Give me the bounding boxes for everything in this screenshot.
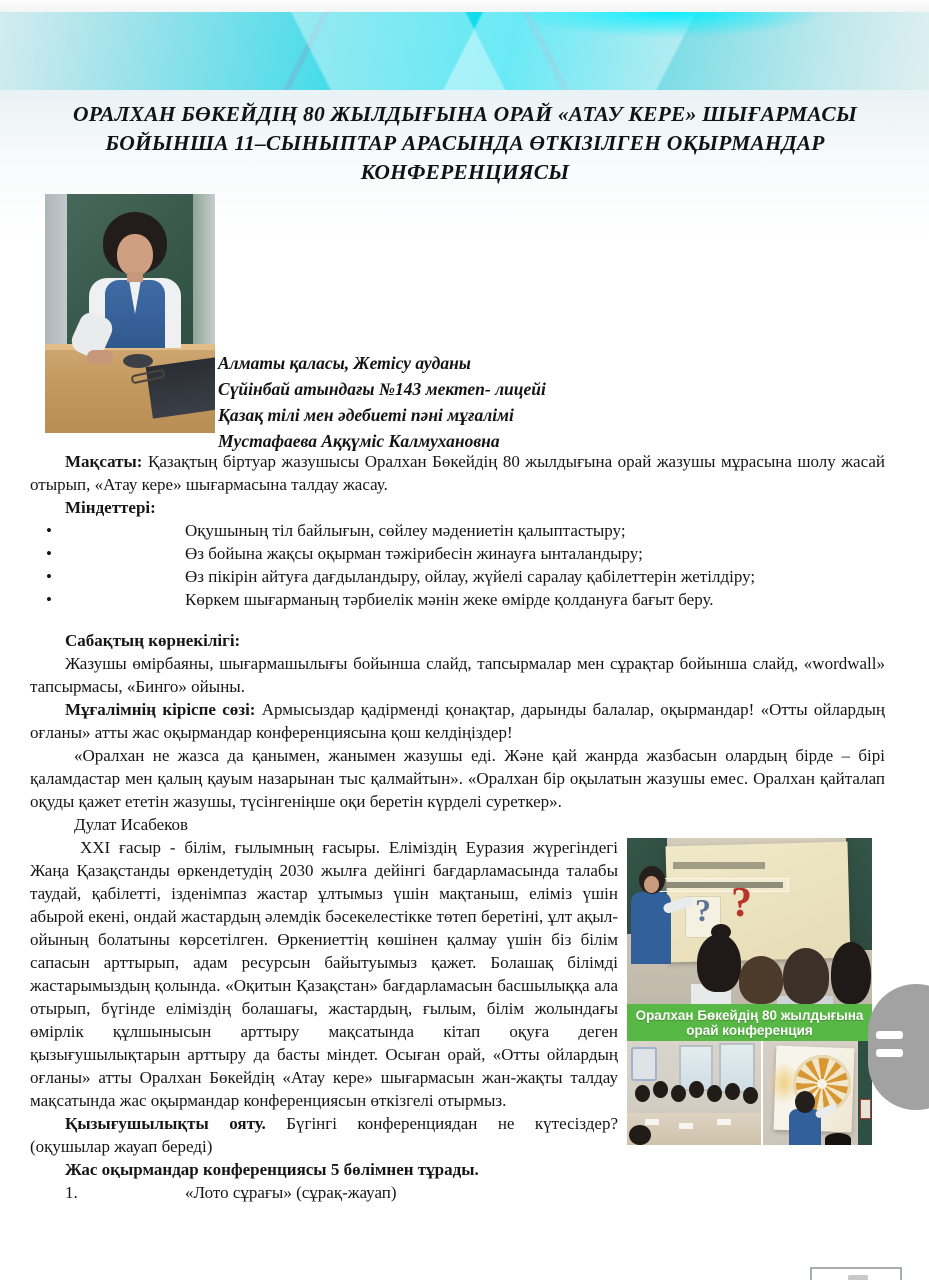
parts-heading [30, 1158, 885, 1181]
student-head [629, 1125, 651, 1145]
intro-text: Армысыздар қадірменді қонақтар, дарынды балалар, оқырмандар! «Отты ойлардың оғланы» атты жас оқырмандар конференциясына қош келдіңіздер! [30, 700, 886, 742]
student-head [689, 1081, 704, 1098]
task-bullet-2: • Өз бойына жақсы оқырман тәжірибесін жинауға ынталандыру; [30, 542, 885, 565]
page-number-box[interactable] [810, 1267, 902, 1280]
collage-teacher2-hair [795, 1091, 815, 1113]
author-line-city: Алматы қаласы, Жетісу ауданы [218, 353, 471, 373]
intro-paragraph [30, 698, 885, 744]
student-head [707, 1085, 722, 1102]
photo-mouse [123, 354, 153, 368]
wall-poster [860, 1099, 871, 1119]
teacher-portrait-photo [45, 194, 215, 433]
collage-bottom-right-photo [763, 1041, 872, 1145]
side-menu-handle[interactable] [868, 984, 929, 1110]
collage-caption-banner [627, 1004, 872, 1041]
page-title-line-2: БОЙЫНША 11–СЫНЫПТАР АРАСЫНДА ӨТКІЗІЛГЕН ОҚЫРМАНДАР [105, 131, 825, 155]
page-title-line-1: ОРАЛХАН БӨКЕЙДІҢ 80 ЖЫЛДЫҒЫНА ОРАЙ «АТАУ КЕРЕ» ШЫҒАРМАСЫ [73, 102, 857, 126]
author-line-school: Сүйінбай атындағы №143 мектеп- лицейі [218, 379, 546, 399]
collage-top-photo [627, 838, 872, 1004]
menu-handle-bar-icon [876, 1049, 903, 1057]
quote-author: Дулат Исабеков [74, 815, 189, 834]
student-head [697, 934, 741, 992]
photo-laptop [146, 357, 215, 418]
author-line-subject: Қазақ тілі мен әдебиеті пәні мұғалімі [218, 405, 514, 425]
numbered-item-1-number: 1. [65, 1183, 78, 1202]
author-block [218, 350, 546, 454]
slide-subtitle-line [655, 882, 783, 888]
question-mark-red-icon [731, 892, 752, 922]
numbered-item-1-text: «Лото сұрағы» (сұрақ-жауап) [185, 1183, 397, 1202]
slide-title-line [673, 862, 765, 869]
banner-glow [511, 12, 827, 38]
header-decorative-banner [0, 12, 929, 90]
collage-bottom-left-photo [627, 1041, 761, 1145]
document-body [30, 450, 885, 1204]
student-head [831, 942, 871, 1004]
collage-board-right [846, 838, 872, 950]
visuals-paragraph: Жазушы өмірбаяны, шығармашылығы бойынша слайд, тапсырмалар мен сұрақтар бойынша слайд, «wordwall» тапсырмасы, «Бинго» ойыны. [30, 654, 885, 696]
paper-sheet [717, 1119, 731, 1125]
menu-handle-bar-icon [876, 1031, 903, 1039]
visuals-heading [30, 629, 885, 652]
page-title-line-3: КОНФЕРЕНЦИЯСЫ [360, 160, 570, 184]
student-head [739, 956, 783, 1004]
tasks-heading [30, 496, 885, 519]
page-title [50, 100, 880, 187]
goal-label: Мақсаты: [65, 452, 143, 471]
student-head [725, 1083, 740, 1100]
student-head [653, 1081, 668, 1098]
author-line-name: Мустафаева Аққүміс Калмухановна [218, 431, 500, 451]
visuals-label: Сабақтың көрнекілігі: [65, 631, 241, 650]
page-number-smudge [848, 1275, 868, 1280]
classroom-poster [631, 1047, 657, 1081]
intro-label: Мұғалімнің кіріспе сөзі: [65, 700, 256, 719]
student-head [635, 1085, 650, 1102]
century-paragraph: XXI ғасыр - білім, ғылымның ғасыры. Еліміздің Еуразия жүрегіндегі Жаңа Қазақстанды өркендетудің 2030 жылға дейінгі бағдарламасында талабы таудай, қабілетті, ізденімпаз жастар ұлтымыз үшін мақтаныш, еліміз үшін абырой екені, ондай жастардың әлемдік бәсекелестікке төтеп беретіні, ұлт ақыл-ойының болатыны көрсетілген. Өркениеттің көшінен қалмау үшін біз білім сапасын арттырып, адам ресурсын байытуымыз қажет. Болашақ білімді жастарымыздың қолында. «Оқитын Қазақстан» бағдарламасын басшылыққа ала отырып, бүгінде еліміздің болашағы, жастардың, ғылым, білім жолындағы өмірлік құлшынысын арттыру мақсатында кітап оқуға деген қызығушылықтарын арттыру да басты міндет. Осыған орай, «Отты ойлардың оғланы» атты Оралхан Бөкейдің «Атау кере» шығармасын жан-жақты талдау мақсатында жас оқырмандар конференциясын өткізгелі отырмыз. [30, 838, 618, 1110]
engage-label: Қызығушылықты ояту. [65, 1114, 266, 1133]
task-bullet-1: • Оқушының тіл байлығын, сөйлеу мәдениетін қалыптастыру; [30, 519, 885, 542]
collage-caption-text: Оралхан Бөкейдің 80 жылдығына орай конференция [635, 1007, 864, 1038]
student-head [743, 1087, 758, 1104]
classroom-photo-collage [627, 838, 872, 1145]
spinner-wheel-center [817, 1079, 827, 1089]
quote-paragraph: «Оралхан не жазса да қанымен, жанымен жазушы еді. Және қай жанрда жазбасын олардың бірде – бірі қаламдастар мен қалың қауым назарынан тыс қалмайтын». «Оралхан бір оқылатын жазушы емес. Оралхан қайталап оқуды қажет ететін жазушы, түсінгеніңше оқи беретін күрделі суреткер». [30, 746, 885, 811]
student-head [783, 948, 829, 1004]
photo-board-frame [193, 194, 215, 346]
photo-wall [45, 194, 67, 354]
top-margin-strip [0, 0, 929, 12]
paper-sheet [645, 1119, 659, 1125]
engage-text: Бүгінгі конференциядан не күтесіздер? (оқушылар жауап береді) [30, 1114, 618, 1156]
goal-text: Қазақтың біртуар жазушысы Оралхан Бөкейдің 80 жылдығына орай жазушы мұрасына шолу жасай отырып, «Атау кере» шығармасына талдау жасау. [30, 452, 885, 494]
paper-sheet [679, 1123, 693, 1129]
tasks-label: Міндеттері: [65, 498, 156, 517]
photo-teacher-hand [87, 350, 113, 364]
numbered-item-1 [30, 1181, 885, 1204]
goal-paragraph [30, 450, 885, 496]
task-bullet-4: • Көркем шығарманың тәрбиелік мәнін жеке өмірде қолдануға бағыт беру. [30, 588, 885, 611]
collage-teacher-face [644, 876, 659, 893]
photo-teacher-neck [127, 272, 143, 282]
student-head [825, 1133, 851, 1145]
photo-teacher-face [117, 234, 153, 276]
parts-label: Жас оқырмандар конференциясы 5 бөлімнен тұрады. [65, 1160, 479, 1179]
student-head [671, 1085, 686, 1102]
task-bullet-3: • Өз пікірін айтуға дағдыландыру, ойлау, жүйелі саралау қабілеттерін жетілдіру; [30, 565, 885, 588]
